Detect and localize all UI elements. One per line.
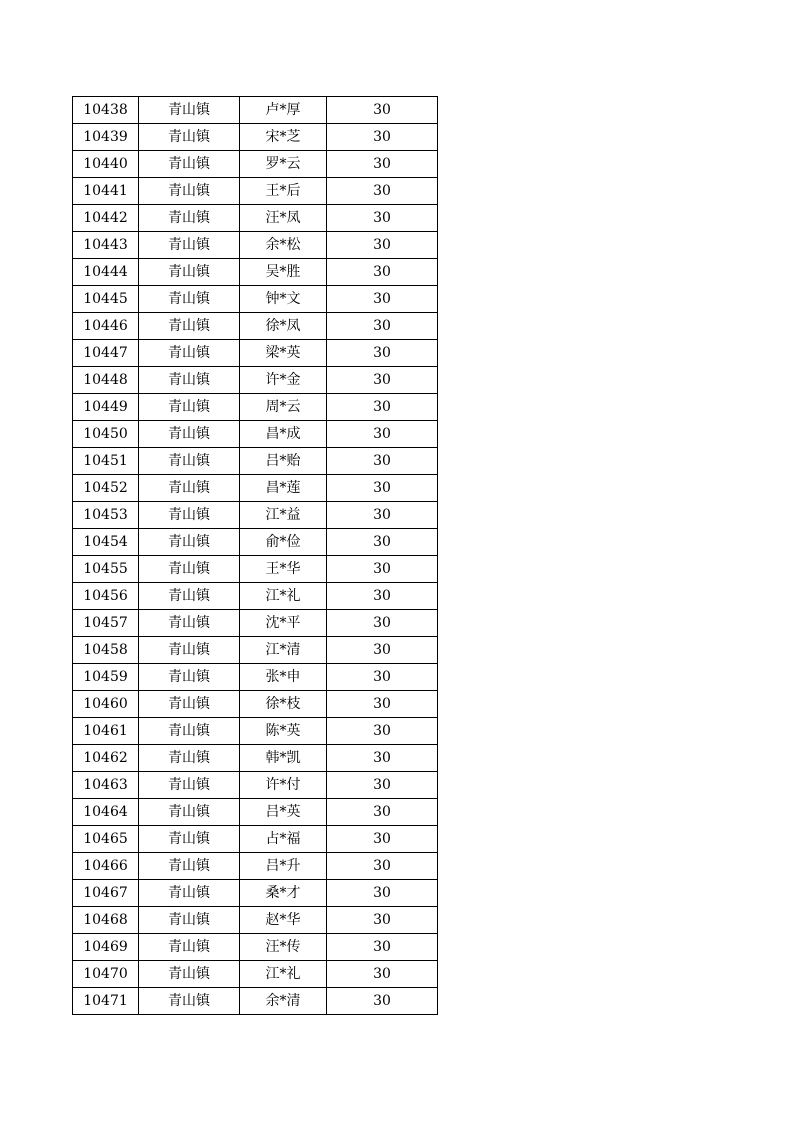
amount-cell: 30 [327, 853, 438, 880]
table-row [73, 313, 438, 340]
name-cell: 徐*凤 [240, 313, 327, 340]
table-row [73, 745, 438, 772]
town-cell: 青山镇 [139, 502, 240, 529]
town-cell: 青山镇 [139, 718, 240, 745]
id-cell: 10468 [73, 907, 139, 934]
table-row [73, 718, 438, 745]
name-cell: 占*福 [240, 826, 327, 853]
town-cell: 青山镇 [139, 583, 240, 610]
id-cell: 10454 [73, 529, 139, 556]
id-cell: 10444 [73, 259, 139, 286]
id-cell: 10457 [73, 610, 139, 637]
town-cell: 青山镇 [139, 556, 240, 583]
table-row [73, 259, 438, 286]
table-row [73, 367, 438, 394]
town-cell: 青山镇 [139, 448, 240, 475]
name-cell: 江*益 [240, 502, 327, 529]
amount-cell: 30 [327, 772, 438, 799]
amount-cell: 30 [327, 178, 438, 205]
table-row [73, 880, 438, 907]
town-cell: 青山镇 [139, 151, 240, 178]
table-row [73, 232, 438, 259]
amount-cell: 30 [327, 232, 438, 259]
name-cell: 张*申 [240, 664, 327, 691]
amount-cell: 30 [327, 637, 438, 664]
table-row [73, 772, 438, 799]
id-cell: 10446 [73, 313, 139, 340]
town-cell: 青山镇 [139, 772, 240, 799]
town-cell: 青山镇 [139, 205, 240, 232]
town-cell: 青山镇 [139, 286, 240, 313]
table-row [73, 448, 438, 475]
name-cell: 汪*传 [240, 934, 327, 961]
id-cell: 10461 [73, 718, 139, 745]
town-cell: 青山镇 [139, 934, 240, 961]
town-cell: 青山镇 [139, 610, 240, 637]
amount-cell: 30 [327, 826, 438, 853]
table-row [73, 853, 438, 880]
id-cell: 10455 [73, 556, 139, 583]
id-cell: 10451 [73, 448, 139, 475]
town-cell: 青山镇 [139, 799, 240, 826]
table-row [73, 583, 438, 610]
amount-cell: 30 [327, 448, 438, 475]
table-row [73, 475, 438, 502]
name-cell: 赵*华 [240, 907, 327, 934]
amount-cell: 30 [327, 205, 438, 232]
table-row [73, 286, 438, 313]
name-cell: 周*云 [240, 394, 327, 421]
id-cell: 10465 [73, 826, 139, 853]
table-row [73, 151, 438, 178]
name-cell: 王*后 [240, 178, 327, 205]
town-cell: 青山镇 [139, 907, 240, 934]
amount-cell: 30 [327, 421, 438, 448]
town-cell: 青山镇 [139, 880, 240, 907]
name-cell: 宋*芝 [240, 124, 327, 151]
table-row [73, 124, 438, 151]
table-row [73, 178, 438, 205]
amount-cell: 30 [327, 259, 438, 286]
table-row [73, 799, 438, 826]
town-cell: 青山镇 [139, 340, 240, 367]
id-cell: 10445 [73, 286, 139, 313]
id-cell: 10439 [73, 124, 139, 151]
amount-cell: 30 [327, 394, 438, 421]
name-cell: 许*金 [240, 367, 327, 394]
id-cell: 10443 [73, 232, 139, 259]
amount-cell: 30 [327, 340, 438, 367]
town-cell: 青山镇 [139, 97, 240, 124]
table-row [73, 961, 438, 988]
name-cell: 桑*才 [240, 880, 327, 907]
name-cell: 吕*贻 [240, 448, 327, 475]
town-cell: 青山镇 [139, 178, 240, 205]
amount-cell: 30 [327, 745, 438, 772]
name-cell: 卢*厚 [240, 97, 327, 124]
town-cell: 青山镇 [139, 529, 240, 556]
name-cell: 陈*英 [240, 718, 327, 745]
table-row [73, 826, 438, 853]
name-cell: 徐*枝 [240, 691, 327, 718]
table-row [73, 556, 438, 583]
name-cell: 许*付 [240, 772, 327, 799]
name-cell: 汪*凤 [240, 205, 327, 232]
id-cell: 10470 [73, 961, 139, 988]
table-row [73, 907, 438, 934]
id-cell: 10452 [73, 475, 139, 502]
town-cell: 青山镇 [139, 232, 240, 259]
town-cell: 青山镇 [139, 259, 240, 286]
amount-cell: 30 [327, 97, 438, 124]
table-row [73, 691, 438, 718]
document-page [72, 96, 438, 1015]
town-cell: 青山镇 [139, 745, 240, 772]
id-cell: 10469 [73, 934, 139, 961]
roster-table [72, 96, 438, 1015]
id-cell: 10464 [73, 799, 139, 826]
name-cell: 梁*英 [240, 340, 327, 367]
id-cell: 10467 [73, 880, 139, 907]
name-cell: 吕*升 [240, 853, 327, 880]
amount-cell: 30 [327, 556, 438, 583]
town-cell: 青山镇 [139, 394, 240, 421]
id-cell: 10447 [73, 340, 139, 367]
id-cell: 10462 [73, 745, 139, 772]
name-cell: 俞*俭 [240, 529, 327, 556]
id-cell: 10453 [73, 502, 139, 529]
id-cell: 10438 [73, 97, 139, 124]
amount-cell: 30 [327, 583, 438, 610]
roster-table-body [73, 97, 438, 1015]
name-cell: 吕*英 [240, 799, 327, 826]
name-cell: 昌*成 [240, 421, 327, 448]
amount-cell: 30 [327, 475, 438, 502]
town-cell: 青山镇 [139, 853, 240, 880]
amount-cell: 30 [327, 313, 438, 340]
id-cell: 10448 [73, 367, 139, 394]
id-cell: 10442 [73, 205, 139, 232]
id-cell: 10466 [73, 853, 139, 880]
name-cell: 韩*凯 [240, 745, 327, 772]
name-cell: 钟*文 [240, 286, 327, 313]
id-cell: 10449 [73, 394, 139, 421]
town-cell: 青山镇 [139, 637, 240, 664]
name-cell: 沈*平 [240, 610, 327, 637]
id-cell: 10471 [73, 988, 139, 1015]
town-cell: 青山镇 [139, 367, 240, 394]
name-cell: 江*清 [240, 637, 327, 664]
name-cell: 昌*莲 [240, 475, 327, 502]
amount-cell: 30 [327, 907, 438, 934]
town-cell: 青山镇 [139, 988, 240, 1015]
town-cell: 青山镇 [139, 475, 240, 502]
town-cell: 青山镇 [139, 664, 240, 691]
table-row [73, 664, 438, 691]
table-row [73, 934, 438, 961]
table-row [73, 421, 438, 448]
table-row [73, 502, 438, 529]
amount-cell: 30 [327, 151, 438, 178]
amount-cell: 30 [327, 934, 438, 961]
amount-cell: 30 [327, 691, 438, 718]
id-cell: 10459 [73, 664, 139, 691]
name-cell: 王*华 [240, 556, 327, 583]
name-cell: 吴*胜 [240, 259, 327, 286]
id-cell: 10450 [73, 421, 139, 448]
amount-cell: 30 [327, 610, 438, 637]
town-cell: 青山镇 [139, 313, 240, 340]
name-cell: 余*清 [240, 988, 327, 1015]
town-cell: 青山镇 [139, 826, 240, 853]
table-row [73, 340, 438, 367]
id-cell: 10460 [73, 691, 139, 718]
amount-cell: 30 [327, 988, 438, 1015]
table-row [73, 394, 438, 421]
table-row [73, 97, 438, 124]
table-row [73, 637, 438, 664]
id-cell: 10463 [73, 772, 139, 799]
amount-cell: 30 [327, 502, 438, 529]
amount-cell: 30 [327, 124, 438, 151]
id-cell: 10440 [73, 151, 139, 178]
amount-cell: 30 [327, 529, 438, 556]
table-row [73, 988, 438, 1015]
town-cell: 青山镇 [139, 124, 240, 151]
amount-cell: 30 [327, 367, 438, 394]
amount-cell: 30 [327, 880, 438, 907]
town-cell: 青山镇 [139, 421, 240, 448]
name-cell: 江*礼 [240, 583, 327, 610]
table-row [73, 529, 438, 556]
amount-cell: 30 [327, 718, 438, 745]
name-cell: 余*松 [240, 232, 327, 259]
amount-cell: 30 [327, 799, 438, 826]
id-cell: 10456 [73, 583, 139, 610]
id-cell: 10458 [73, 637, 139, 664]
town-cell: 青山镇 [139, 691, 240, 718]
name-cell: 罗*云 [240, 151, 327, 178]
table-row [73, 205, 438, 232]
amount-cell: 30 [327, 286, 438, 313]
table-row [73, 610, 438, 637]
amount-cell: 30 [327, 961, 438, 988]
id-cell: 10441 [73, 178, 139, 205]
name-cell: 江*礼 [240, 961, 327, 988]
amount-cell: 30 [327, 664, 438, 691]
town-cell: 青山镇 [139, 961, 240, 988]
